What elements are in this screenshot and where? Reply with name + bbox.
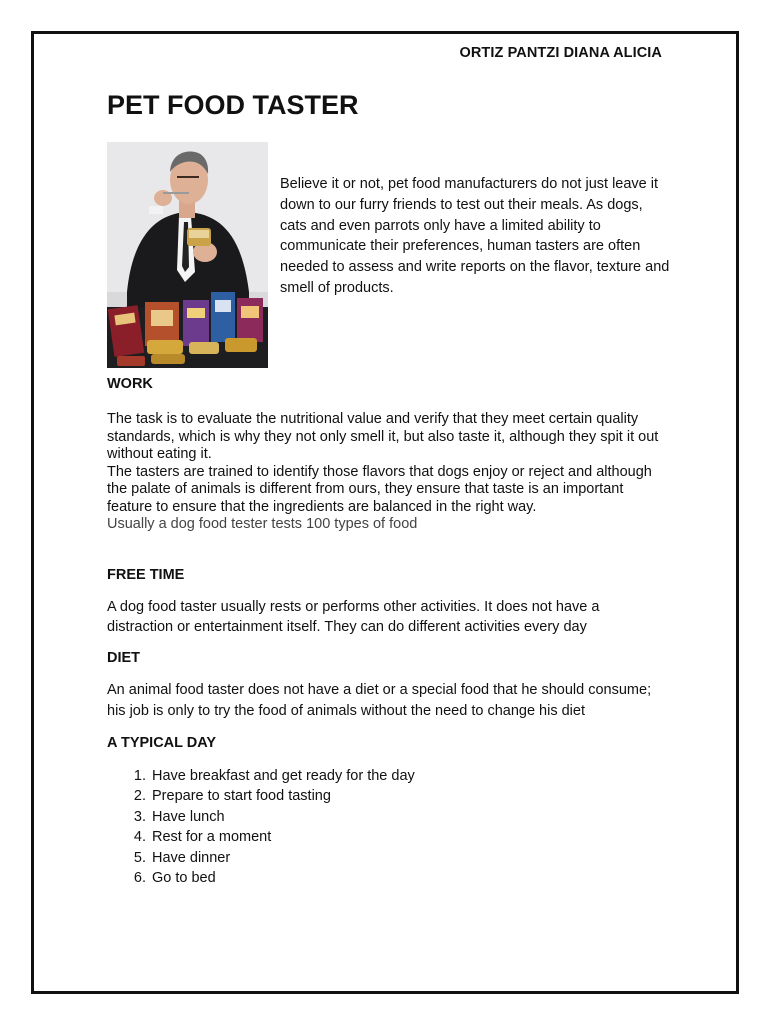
diet-paragraph: An animal food taster does not have a diet or a special food that he should consume; his job is only to try the food of animals without the need to change his diet	[107, 682, 652, 719]
intro-paragraph: Believe it or not, pet food manufacturers do not just leave it down to our furry friends to test out their meals. As dogs, cats and even parrots only have a limited ability to communicate their preferences, human tasters are often needed to assess and write reports on the flavor, texture and smell of products.	[280, 176, 670, 296]
list-item	[107, 786, 667, 807]
main-content	[107, 376, 667, 889]
typical-day-list	[107, 766, 667, 889]
list-item	[107, 848, 667, 869]
list-text: Prepare to start food tasting	[152, 788, 331, 805]
free-time-paragraph: A dog food taster usually rests or performs other activities. It does not have a distraction or entertainment itself. They can do different activities every day	[107, 598, 600, 636]
list-number: 3.	[133, 808, 146, 825]
page-title: PET FOOD TASTER	[107, 90, 359, 120]
free-time-heading: FREE TIME	[107, 566, 185, 583]
list-text: Go to bed	[152, 870, 216, 887]
list-number: 5.	[133, 849, 146, 866]
list-text: Have dinner	[152, 849, 231, 866]
work-paragraph-1: The task is to evaluate the nutritional value and verify that they meet certain quality standards, which is why they not only smell it, but also taste it, although they spit it out without eating it.	[107, 411, 659, 462]
list-item	[107, 807, 667, 828]
list-text: Have lunch	[152, 808, 225, 825]
list-number: 6.	[133, 870, 146, 887]
diet-heading: DIET	[107, 650, 141, 667]
list-number: 4.	[133, 829, 146, 846]
typical-day-heading: A TYPICAL DAY	[107, 734, 217, 751]
list-item	[107, 868, 667, 889]
work-paragraph-3: Usually a dog food tester tests 100 types of food	[107, 516, 418, 532]
list-text: Have breakfast and get ready for the day	[152, 767, 415, 784]
taster-photo	[107, 142, 268, 368]
list-item	[107, 827, 667, 848]
author-name: ORTIZ PANTZI DIANA ALICIA	[459, 45, 662, 61]
list-text: Rest for a moment	[152, 829, 272, 846]
list-item	[107, 766, 667, 787]
list-number: 2.	[133, 788, 146, 805]
work-heading: WORK	[107, 376, 153, 392]
work-paragraph-2: The tasters are trained to identify those flavors that dogs enjoy or reject and although the palate of animals is different from ours, they ensure that taste is an important feature to ensure that the ingredients are balanced in the right way.	[107, 463, 652, 515]
list-number: 1.	[133, 767, 146, 784]
